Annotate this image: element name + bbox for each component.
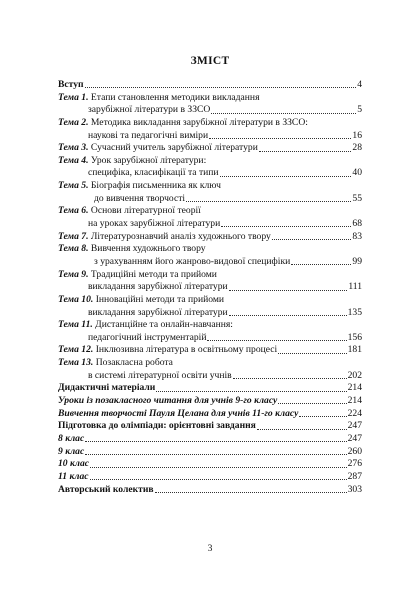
- toc-entry-page: 111: [348, 281, 362, 293]
- toc-entry-title: [94, 256, 290, 269]
- toc-entry-title: [58, 458, 89, 471]
- toc-entry-text: Урок зарубіжної літератури:: [90, 154, 207, 166]
- toc-entry: [58, 332, 362, 345]
- toc-entry: [58, 458, 362, 471]
- toc-entry-title: [58, 319, 233, 332]
- dot-leader: [257, 429, 347, 430]
- dot-leader: [272, 239, 352, 240]
- toc-entry-label: Тема 3.: [58, 142, 89, 154]
- toc-entry-label: Авторський колектив: [58, 483, 154, 495]
- toc-entry-title: [58, 357, 173, 370]
- dot-leader: [278, 353, 346, 354]
- toc-entry-label: Тема 1.: [58, 91, 89, 103]
- toc-entry: [58, 180, 362, 193]
- toc-entry-page: 260: [347, 445, 362, 457]
- dot-leader: [186, 201, 351, 202]
- toc-entry-text: Сучасний учитель зарубіжної літератури: [90, 142, 258, 154]
- toc-entry-page: 99: [352, 255, 362, 267]
- toc-entry: [58, 294, 362, 307]
- toc-entry-page: 224: [347, 407, 362, 419]
- toc-entry: [58, 167, 362, 180]
- toc-entry-label: Тема 5.: [58, 180, 89, 192]
- toc-entry-title: [58, 471, 89, 484]
- dot-leader: [259, 151, 352, 152]
- toc-entry-text: викладання зарубіжної літератури: [88, 306, 228, 318]
- dot-leader: [207, 340, 346, 341]
- toc-entry: [58, 420, 362, 433]
- dot-leader: [85, 441, 346, 442]
- dot-leader: [229, 290, 348, 291]
- toc-entry-label: Тема 9.: [58, 268, 89, 280]
- toc-entry-label: 10 клас: [58, 458, 90, 470]
- toc-entry: [58, 92, 362, 105]
- toc-entry-page: 83: [352, 230, 362, 242]
- toc-entry: [58, 484, 362, 497]
- toc-entry-page: 135: [347, 306, 362, 318]
- toc-entry: [58, 446, 362, 459]
- toc-entry-label: Дидактичні матеріали: [58, 382, 156, 394]
- toc-entry: [58, 104, 362, 117]
- toc-entry: [58, 243, 362, 256]
- toc-entry-title: [58, 294, 224, 307]
- toc-entry: [58, 281, 362, 294]
- toc-entry: [58, 408, 362, 421]
- toc-entry-page: 247: [347, 432, 362, 444]
- toc-entry-page: 156: [347, 331, 362, 343]
- toc-entry-text: Інклюзивна література в освітньому процесі: [95, 344, 278, 356]
- toc-entry-title: [88, 167, 219, 180]
- toc-entry-title: [58, 180, 221, 193]
- toc-entry-label: Тема 2.: [58, 116, 89, 128]
- toc-entry-page: 55: [352, 192, 362, 204]
- dot-leader: [221, 226, 351, 227]
- dot-leader: [85, 87, 357, 88]
- toc-entry-page: 28: [352, 142, 362, 154]
- toc-entry-text: наукові та педагогічні виміри: [88, 129, 209, 141]
- toc-entry-label: 9 клас: [58, 445, 85, 457]
- toc-entry-title: [58, 269, 217, 282]
- dot-leader: [156, 391, 346, 392]
- toc-entry-text: Вивчення художнього твору: [90, 243, 206, 255]
- toc-entry-label: Вивчення творчості Пауля Целана для учнів 11-го класу: [58, 407, 299, 419]
- toc-entry-label: Тема 6.: [58, 205, 89, 217]
- toc-entry: [58, 117, 362, 130]
- toc-entry-text: з урахуванням його жанрово-видової специфіки: [94, 255, 291, 267]
- toc-entry: [58, 231, 362, 244]
- toc-entry: [58, 319, 362, 332]
- dot-leader: [299, 416, 346, 417]
- dot-leader: [220, 176, 352, 177]
- toc-entry-page: 5: [357, 104, 362, 116]
- toc-entry-text: Традиційні методи та прийоми: [90, 268, 217, 280]
- toc-entry-page: 16: [352, 129, 362, 141]
- toc-entry-page: 4: [357, 79, 362, 90]
- toc-entry-text: Літературознавчий аналіз художнього твору: [90, 230, 271, 242]
- toc-entry-label: Тема 10.: [58, 293, 94, 305]
- toc-entry-label: Підготовка до олімпіади: орієнтовні завдання: [58, 420, 256, 432]
- toc-entry-title: [58, 344, 277, 357]
- toc-entry-text: зарубіжної літератури в ЗЗСО: [88, 104, 211, 116]
- toc-entry-text: до вивчення творчості: [94, 192, 186, 204]
- toc-entry: [58, 307, 362, 320]
- toc-entry: [58, 370, 362, 383]
- toc-entry-label: Тема 11.: [58, 319, 93, 331]
- dot-leader: [278, 403, 346, 404]
- toc-entry-label: Вступ: [58, 79, 84, 90]
- toc-entry-text: Інноваційні методи та прийоми: [95, 293, 225, 305]
- toc-entry: [58, 79, 362, 92]
- toc-entry-title: [58, 395, 277, 408]
- dot-leader: [209, 138, 351, 139]
- toc-entry-text: Дистанційне та онлайн-навчання:: [95, 319, 233, 331]
- toc-entry-title: [88, 370, 232, 383]
- toc-entry-title: [58, 446, 84, 459]
- toc-entry-title: [58, 92, 259, 105]
- toc-entry-label: Уроки із позакласного читання для учнів 9-го класу: [58, 395, 278, 407]
- toc-entry-title: [58, 433, 84, 446]
- toc-entry-title: [94, 193, 185, 206]
- toc-entry-page: 247: [347, 420, 362, 432]
- toc-entry-title: [88, 307, 228, 320]
- toc-entry-title: [88, 104, 210, 117]
- toc-entry-title: [88, 218, 220, 231]
- toc-entry: [58, 357, 362, 370]
- toc-entry: [58, 130, 362, 143]
- dot-leader: [291, 264, 351, 265]
- toc-entry: [58, 155, 362, 168]
- toc-entry-title: [88, 281, 228, 294]
- toc-entry: [58, 218, 362, 231]
- toc-entry: [58, 205, 362, 218]
- toc-entry-page: 303: [347, 483, 362, 495]
- toc-entry: [58, 193, 362, 206]
- toc-entry-page: 214: [347, 395, 362, 407]
- toc-entry: [58, 256, 362, 269]
- toc-entry-title: [58, 117, 308, 130]
- toc-entry-title: [58, 79, 84, 92]
- toc-entry-page: 40: [352, 167, 362, 179]
- dot-leader: [155, 492, 347, 493]
- dot-leader: [233, 378, 347, 379]
- toc-entry-label: 8 клас: [58, 432, 85, 444]
- toc-entry-title: [58, 484, 154, 497]
- toc-entry-label: 11 клас: [58, 470, 89, 482]
- toc-entry-page: 214: [347, 382, 362, 394]
- toc-entry-text: Біографія письменника як ключ: [90, 180, 221, 192]
- toc-entry: [58, 269, 362, 282]
- toc-entry-title: [58, 408, 298, 421]
- toc-entry: [58, 471, 362, 484]
- toc-entry-page: 181: [347, 344, 362, 356]
- toc-entry-title: [58, 243, 206, 256]
- dot-leader: [90, 467, 347, 468]
- toc-entry-text: викладання зарубіжної літератури: [88, 281, 228, 293]
- toc-entry-text: в системі літературної освіти учнів: [88, 369, 232, 381]
- toc-entry-label: Тема 7.: [58, 230, 89, 242]
- dot-leader: [211, 113, 356, 114]
- toc-entry-title: [58, 142, 258, 155]
- toc-entry-page: 287: [347, 470, 362, 482]
- toc-entry: [58, 344, 362, 357]
- toc-entry-title: [88, 130, 208, 143]
- dot-leader: [229, 315, 347, 316]
- toc-entry: [58, 382, 362, 395]
- table-of-contents: [58, 79, 362, 496]
- toc-entry-title: [58, 420, 256, 433]
- toc-entry-text: специфіка, класифікації та типи: [88, 167, 219, 179]
- toc-entry: [58, 142, 362, 155]
- toc-entry-text: Методика викладання зарубіжної літератури в ЗЗСО:: [90, 116, 308, 128]
- toc-entry-label: Тема 13.: [58, 357, 94, 369]
- page-number: 3: [207, 543, 213, 554]
- toc-entry-title: [58, 231, 271, 244]
- toc-entry: [58, 395, 362, 408]
- page-title: ЗМІСТ: [190, 55, 230, 67]
- toc-entry-title: [88, 332, 206, 345]
- toc-entry-title: [58, 382, 155, 395]
- toc-entry-page: 276: [347, 458, 362, 470]
- toc-entry: [58, 433, 362, 446]
- dot-leader: [85, 454, 346, 455]
- dot-leader: [90, 479, 347, 480]
- toc-entry-text: Етапи становлення методики викладання: [90, 91, 260, 103]
- toc-entry-title: [58, 205, 201, 218]
- toc-entry-text: на уроках зарубіжної літератури: [88, 218, 221, 230]
- toc-entry-page: 202: [347, 369, 362, 381]
- toc-entry-text: педагогічний інструментарій: [88, 331, 207, 343]
- toc-entry-page: 68: [352, 218, 362, 230]
- toc-entry-label: Тема 4.: [58, 154, 89, 166]
- toc-entry-label: Тема 8.: [58, 243, 89, 255]
- toc-entry-text: Позакласна робота: [95, 357, 173, 369]
- toc-entry-title: [58, 155, 206, 168]
- toc-entry-text: Основи літературної теорії: [90, 205, 201, 217]
- toc-entry-label: Тема 12.: [58, 344, 94, 356]
